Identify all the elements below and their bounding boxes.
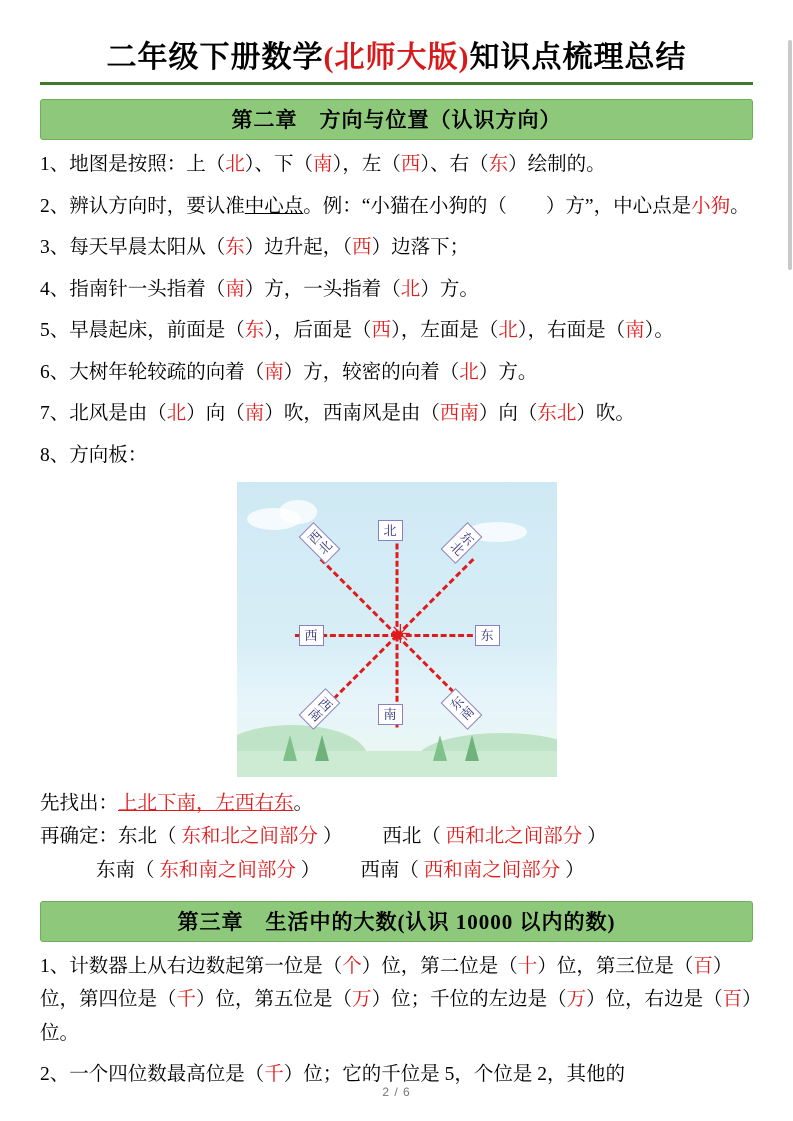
note-second-label: 再确定： <box>40 826 119 848</box>
answer-text: 北 <box>400 278 421 300</box>
body-text: 2、一个四位数最高位是（ <box>40 1064 265 1086</box>
body-text: ），左面是（ <box>391 320 499 342</box>
body-text: 3、每天早晨太阳从（ <box>40 237 226 259</box>
body-text: 4、指南针一头指着（ <box>40 278 226 300</box>
answer-text: 百 <box>693 955 713 977</box>
chapter2-item-4 <box>40 273 753 307</box>
body-text: ）方，较密的向着（ <box>283 361 460 383</box>
body-text: ），右面是（ <box>517 320 626 342</box>
answer-text: 西 <box>371 320 392 342</box>
chapter2-item-6 <box>40 356 753 390</box>
row2-right-name: 西南 <box>360 859 400 881</box>
body-text: ）向（ <box>478 403 538 425</box>
body-text: ）、右（ <box>420 154 489 175</box>
answer-text: 西 <box>400 154 421 175</box>
body-text: ）位；它的千位是 5，个位是 2，其他的 <box>283 1064 626 1086</box>
answer-text: 个 <box>342 955 362 977</box>
body-text: 1、计数器上从右边数起第一位是（ <box>40 955 343 977</box>
body-text: ）方。 <box>420 278 479 300</box>
body-text: 2、辨认方向时，要认准 <box>40 195 245 217</box>
row2-left-value: 东和南之间部分 <box>159 859 296 881</box>
answer-text: 南 <box>225 278 245 300</box>
body-text: ）吹，西南风是由（ <box>264 403 440 425</box>
compass-label-northwest: 西北 <box>298 522 340 564</box>
chapter2-item-3 <box>40 231 753 265</box>
body-text: 5、早晨起床，前面是（ <box>40 320 245 342</box>
compass-label-southeast: 东南 <box>440 688 482 730</box>
body-text: ）位，第二位是（ <box>361 955 518 977</box>
compass-label-west: 西 <box>299 625 324 646</box>
chapter3-item-1 <box>40 950 753 1051</box>
title-edition: (北师大版) <box>323 41 470 74</box>
row1-left-value: 东和北之间部分 <box>181 826 318 848</box>
body-text: ）、下（ <box>244 154 314 175</box>
title-tail: 知识点梳理总结 <box>469 41 687 74</box>
body-text: 1、地图是按照：上（ <box>40 154 226 175</box>
answer-text: 北 <box>498 320 518 342</box>
row1-right-value: 西和北之间部分 <box>445 826 583 848</box>
answer-text: 千 <box>264 1064 284 1086</box>
tree-icon <box>283 735 297 761</box>
body-text: ）位，第三位是（ <box>537 955 694 977</box>
answer-text: 北 <box>166 403 187 425</box>
compass-note-first <box>40 787 753 820</box>
scrollbar-thumb[interactable] <box>788 40 792 270</box>
body-text: ）位，第五位是（ <box>196 989 353 1011</box>
answer-text: 西 <box>352 237 372 259</box>
body-text: 。 <box>730 195 750 217</box>
compass-figure-wrapper <box>237 482 557 777</box>
tree-icon <box>315 735 329 761</box>
chapter2-item-2 <box>40 190 753 224</box>
title-main: 二年级下册数学 <box>106 41 324 74</box>
compass-label-south: 南 <box>378 704 403 725</box>
page-number: 2 / 6 <box>382 1085 411 1099</box>
tree-icon <box>433 735 447 761</box>
note-first-value: 上北下南，左西右东 <box>118 793 294 815</box>
compass-center-marker: ✳ <box>389 620 412 650</box>
body-text: ）边升起，（ <box>244 237 353 259</box>
compass-label-southwest: 西南 <box>298 688 340 730</box>
page-title <box>40 0 753 85</box>
row1-right-name: 西北 <box>382 826 422 848</box>
body-text: ）边落下； <box>371 237 470 259</box>
compass-label-east: 东 <box>475 625 500 646</box>
ray-northwest <box>319 558 397 636</box>
compass-label-northeast: 东北 <box>440 522 482 564</box>
answer-text: 东北 <box>537 403 577 425</box>
row2-right-value: 西和南之间部分 <box>423 859 561 881</box>
chapter-2-heading: 第二章 方向与位置（认识方向） <box>40 99 753 140</box>
body-text: ）方，一头指着（ <box>244 278 401 300</box>
chapter2-item-5 <box>40 314 753 348</box>
chapter2-item-1 <box>40 148 753 182</box>
answer-text: 东 <box>225 237 245 259</box>
answer-text: 东 <box>244 320 265 342</box>
answer-text: 万 <box>566 989 587 1011</box>
emphasis-text: 中心点 <box>244 195 304 217</box>
answer-text: 北 <box>459 361 479 383</box>
body-text: 8、方向板： <box>40 444 148 466</box>
body-text: 。例：“小猫在小狗的（ ）方”，中心点是 <box>303 195 692 217</box>
compass-direction-board <box>237 482 557 777</box>
row1-left-name: 东北 <box>118 826 158 848</box>
scrollbar[interactable] <box>787 0 793 1121</box>
answer-text: 西南 <box>439 403 479 425</box>
body-text: ）。 <box>644 320 674 342</box>
compass-label-north: 北 <box>378 520 403 541</box>
body-text: ）方。 <box>478 361 538 383</box>
body-text: ）位；千位的左边是（ <box>371 989 567 1011</box>
answer-text: 东 <box>488 154 509 175</box>
note-first-label: 先找出： <box>40 793 119 815</box>
answer-text: 南 <box>264 361 284 383</box>
answer-text: 南 <box>244 403 265 425</box>
chapter2-item-7 <box>40 397 753 431</box>
chapter-3-heading: 第三章 生活中的大数(认识 10000 以内的数) <box>40 901 753 942</box>
answer-text: 南 <box>313 154 333 175</box>
body-text: ），后面是（ <box>264 320 372 342</box>
body-text: ）位。 <box>40 989 752 1044</box>
row2-left-name: 东南 <box>96 859 136 881</box>
body-text: ）位，右边是（ <box>586 989 723 1011</box>
body-text: ）向（ <box>186 403 245 425</box>
answer-text: 万 <box>352 989 372 1011</box>
cloud-icon <box>279 500 317 524</box>
answer-text: 千 <box>176 989 197 1011</box>
tree-icon <box>465 735 479 761</box>
body-text: 6、大树年轮较疏的向着（ <box>40 361 265 383</box>
answer-text: 十 <box>517 955 538 977</box>
note-first-end: 。 <box>293 793 314 815</box>
body-text: 7、北风是由（ <box>40 403 167 425</box>
answer-text: 南 <box>625 320 645 342</box>
body-text: ）绘制的。 <box>508 154 606 175</box>
compass-note-row-2: 东南（ 东和南之间部分 ） 西南（ 西和南之间部分 ） <box>96 859 585 881</box>
answer-text: 小狗 <box>691 195 731 217</box>
compass-note-row-1: 再确定：东北（ 东和北之间部分 ） 西北（ 西和北之间部分 ） <box>40 826 607 848</box>
body-text: ）吹。 <box>576 403 635 425</box>
answer-text: 北 <box>225 154 245 175</box>
answer-text: 百 <box>722 989 743 1011</box>
body-text: ）位，第四位是（ <box>40 955 733 1011</box>
body-text: ），左（ <box>332 154 401 175</box>
chapter2-item-8 <box>40 439 753 473</box>
